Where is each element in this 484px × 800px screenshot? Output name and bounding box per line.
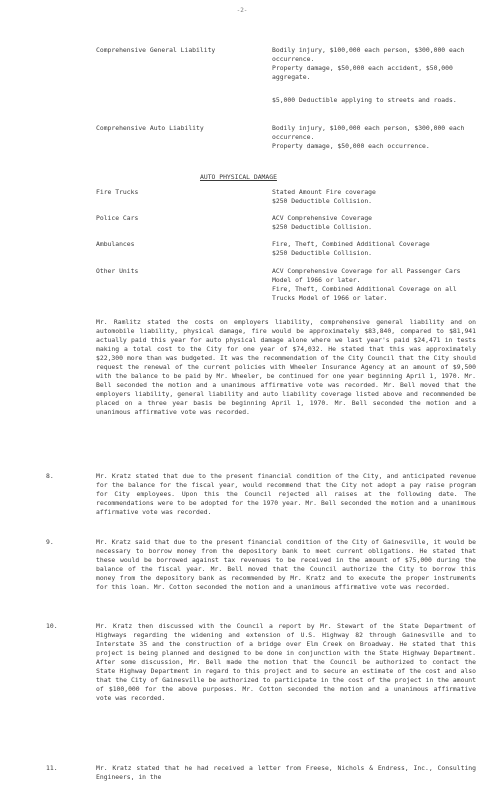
item-text: Mr. Kratz then discussed with the Council a report by Mr. Stewart of the State Department of Highways regarding the widening and extension of U.S. Highway 82 through Gainesville and to Interstate 35 and the construction of a bridge over Elm Creek on Broadway. He stated that this project is being planned and designed to be done in conjunction with the State Highway Department. After some discussion, Mr. Bell made the motion that the Council be authorized to contact the State Highway Department in regard to this project and to secure an estimate of the cost and also that the City of Gainesville be authorized to participate in the cost of the project in the amount of $100,000 for the above purposes. Mr. Cotton seconded the motion and a unanimous affirmative vote was recorded. bbox=[96, 622, 476, 702]
comp-auto-row bbox=[96, 124, 476, 154]
auto-row-value: ACV Comprehensive Coverage for all Passenger Cars Model of 1966 or later. Fire, Theft, Combined Additional Coverage on all Trucks Model of 1966 or later. bbox=[272, 267, 461, 302]
comp-auto-value: Bodily injury, $100,000 each person, $300,000 each occurrence. Property damage, $50,000 each occurrence. bbox=[272, 124, 465, 150]
item-text: Mr. Kratz stated that he had received a letter from Freese, Nichols & Endress, Inc., Consulting Engineers, in the bbox=[96, 764, 476, 781]
agenda-item-8 bbox=[46, 472, 476, 532]
auto-row-value: Stated Amount Fire coverage $250 Deductible Collision. bbox=[272, 188, 376, 205]
auto-row-label: Ambulances bbox=[96, 240, 135, 248]
auto-row-label: Police Cars bbox=[96, 214, 139, 222]
page-number: -2- bbox=[236, 7, 248, 14]
auto-row-fire-trucks bbox=[96, 188, 476, 208]
comp-general-value: Bodily injury, $100,000 each person, $300,000 each occurrence. Property damage, $50,000 each accident, $50,000 aggregate. bbox=[272, 46, 465, 81]
auto-row-police-cars bbox=[96, 214, 476, 234]
comp-general-label: Comprehensive General Liability bbox=[96, 46, 216, 54]
agenda-item-11 bbox=[46, 764, 476, 786]
agenda-item-10 bbox=[46, 622, 476, 722]
auto-row-value: Fire, Theft, Combined Additional Coverage $250 Deductible Collision. bbox=[272, 240, 430, 257]
auto-physical-damage-heading: AUTO PHYSICAL DAMAGE bbox=[200, 173, 277, 181]
item-number: 8. bbox=[46, 472, 54, 480]
comp-general-note-row bbox=[96, 96, 476, 116]
agenda-item-9 bbox=[46, 538, 476, 612]
auto-row-ambulances bbox=[96, 240, 476, 260]
item-text: Mr. Kratz said that due to the present financial condition of the City of Gainesville, it would be necessary to borrow money from the depository bank to meet current obligations. He stated that these would be borrowed against tax revenues to be received in the amount of $75,000 during the balance of the fiscal year. Mr. Bell moved that the Council authorize the City to borrow this money from the depository bank as recommended by Mr. Kratz and to execute the proper instruments for this loan. Mr. Cotton seconded the motion and a unanimous affirmative vote was recorded. bbox=[96, 538, 476, 591]
item-text: Mr. Kratz stated that due to the present financial condition of the City, and anticipated revenue for the balance for the fiscal year, would recommend that the City not adopt a pay raise program for City employees. Upon this the Council rejected all raises at the following date. The recommendations were to be adopted for the 1970 year. Mr. Bell seconded the motion and a unanimous affirmative vote was recorded. bbox=[96, 472, 476, 516]
comp-auto-label: Comprehensive Auto Liability bbox=[96, 124, 204, 132]
item-number: 11. bbox=[46, 764, 58, 772]
comp-general-note: $5,000 Deductible applying to streets and roads. bbox=[272, 96, 457, 104]
auto-row-label: Other Units bbox=[96, 267, 139, 275]
auto-row-label: Fire Trucks bbox=[96, 188, 139, 196]
item-number: 9. bbox=[46, 538, 54, 546]
item-number: 10. bbox=[46, 622, 58, 630]
auto-row-value: ACV Comprehensive Coverage $250 Deductible Collision. bbox=[272, 214, 373, 231]
auto-row-other-units bbox=[96, 267, 476, 307]
comp-general-row bbox=[96, 46, 476, 81]
summary-paragraph: Mr. Ramlitz stated the costs on employers liability, comprehensive general liability and on automobile liability, physical damage, fire would be approximately $83,840, compared to $81,941 actually paid this year for auto physical damage alone where we last year's paid $24,471 in tests making a total cost to the City for one year of $74,032. He stated that this was approximately $22,300 more than was budgeted. It was the recommendation of the City Council that the City should request the renewal of the current policies with Wheeler Insurance Agency at an amount of $9,500 with the balance to be paid by Mr. Wheeler, be continued for one year beginning April 1, 1970. Mr. Bell seconded the motion and a unanimous affirmative vote was recorded. Mr. Bell moved that the employers liability, general liability and auto liability coverage listed above and recommended be placed on a three year basis be beginning April 1, 1970. Mr. Bell seconded the motion and a unanimous affirmative vote was recorded. bbox=[96, 318, 476, 416]
